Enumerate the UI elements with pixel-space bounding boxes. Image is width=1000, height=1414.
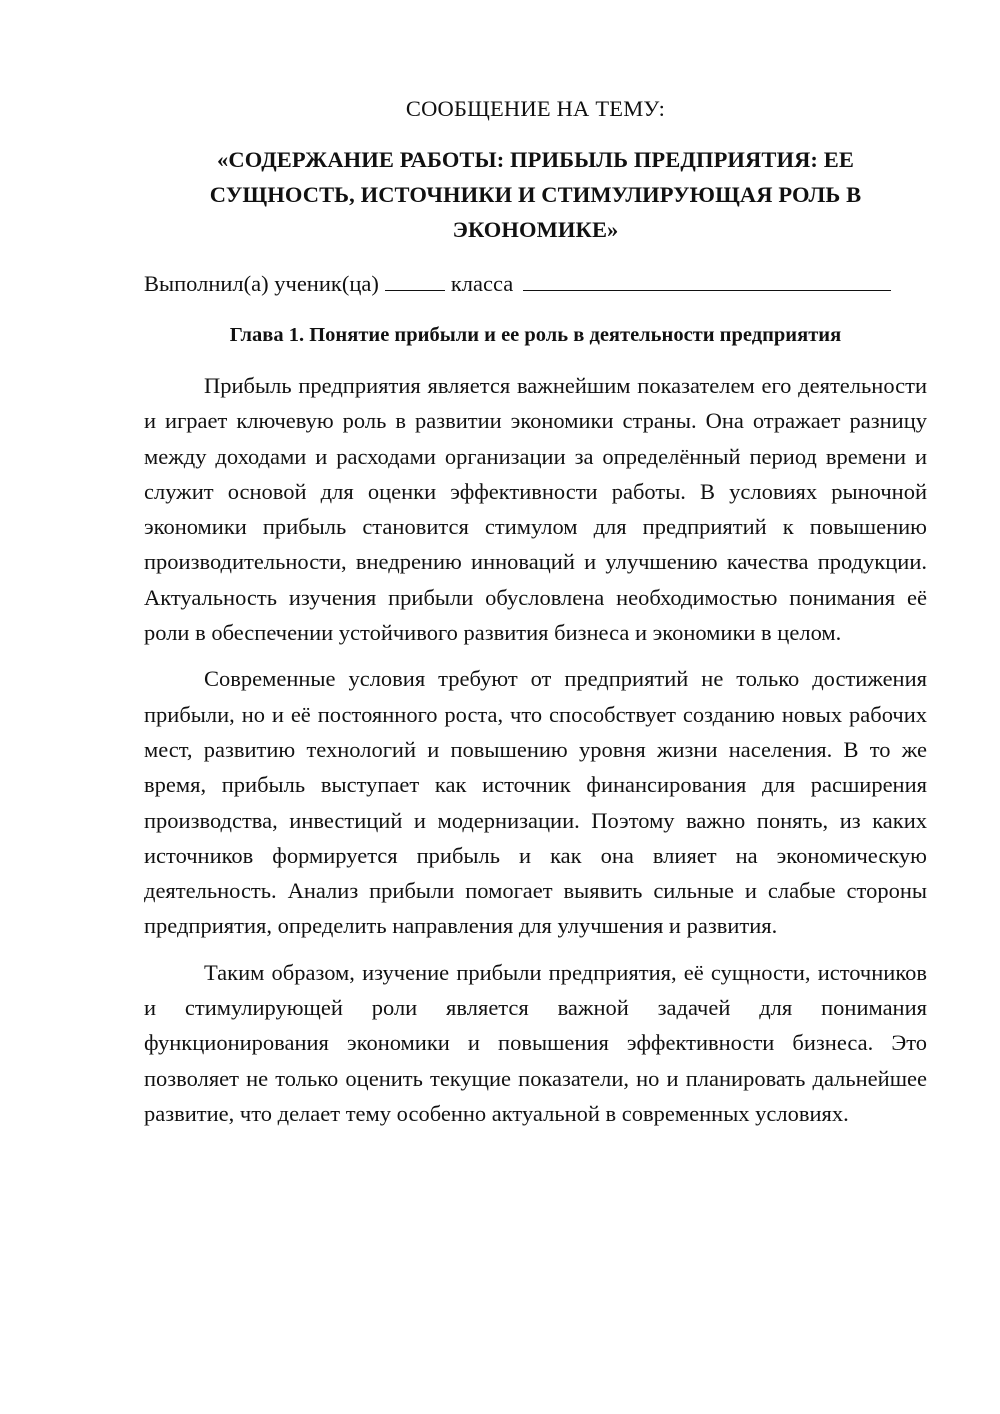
document-body [144, 368, 927, 1142]
class-number-blank [385, 268, 445, 291]
title-line: «СОДЕРЖАНИЕ РАБОТЫ: ПРИБЫЛЬ ПРЕДПРИЯТИЯ: ЕЕ [217, 147, 854, 172]
paragraph: Таким образом, изучение прибыли предприятия, её сущности, источников и стимулирующей роли является важной задачей для понимания функционирования экономики и повышения эффективности бизнеса. Это позволяет не только оценить текущие показатели, но и планировать дальнейшее развитие, что делает тему особенно актуальной в современных условиях. [144, 959, 927, 1126]
author-line [144, 268, 927, 297]
chapter-title: Глава 1. Понятие прибыли и ее роль в деятельности предприятия [229, 324, 842, 346]
paragraph: Современные условия требуют от предприятий не только достижения прибыли, но и её постоянного роста, что способствует созданию новых рабочих мест, развитию технологий и повышению уровня жизни населения. В то же время, прибыль выступает как источник финансирования для расширения производства, инвестиций и модернизации. Поэтому важно понять, из каких источников формируется прибыль и как она влияет на экономическую деятельность. Анализ прибыли помогает выявить сильные и слабые стороны предприятия, определить направления для улучшения и развития. [144, 666, 927, 939]
title-line: ЭКОНОМИКЕ» [452, 217, 619, 242]
class-label: класса [450, 271, 514, 296]
performed-by-label: Выполнил(а) ученик(ца) [144, 271, 379, 296]
student-name-blank [523, 268, 891, 291]
title-line: СУЩНОСТЬ, ИСТОЧНИКИ И СТИМУЛИРУЮЩАЯ РОЛЬ В [209, 182, 862, 207]
document-heading: СООБЩЕНИЕ НА ТЕМУ: [405, 96, 666, 121]
document-title [144, 142, 927, 247]
paragraph: Прибыль предприятия является важнейшим показателем его деятельности и играет ключевую роль в развитии экономики страны. Она отражает разницу между доходами и расходами организации за определённый период времени и служит основой для оценки эффективности работы. В условиях рыночной экономики прибыль становится стимулом для предприятий к повышению производительности, внедрению инноваций и улучшению качества продукции. Актуальность изучения прибыли обусловлена необходимостью понимания её роли в обеспечении устойчивого развития бизнеса и экономики в целом. [144, 373, 927, 646]
